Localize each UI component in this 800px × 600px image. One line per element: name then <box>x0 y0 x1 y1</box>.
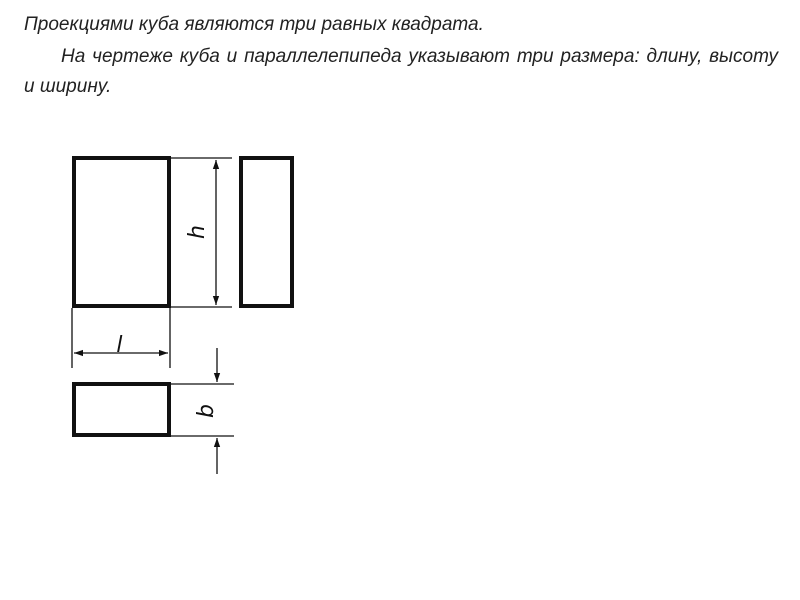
dimensions-paragraph: На чертеже куба и параллелепипеда указывают три размера: длину, высоту и ширину. <box>24 46 778 97</box>
front-view-rect <box>74 158 169 306</box>
height-dimension <box>171 158 232 307</box>
length-label: l <box>116 329 124 354</box>
cube-projections-sentence: Проекциями куба являются три равных квадрата. <box>24 14 484 35</box>
height-label: h <box>185 225 210 239</box>
width-dimension <box>171 348 234 474</box>
width-label: b <box>194 404 219 418</box>
top-view-rect <box>74 384 169 435</box>
side-view-rect <box>241 158 292 306</box>
length-dimension <box>72 308 170 368</box>
